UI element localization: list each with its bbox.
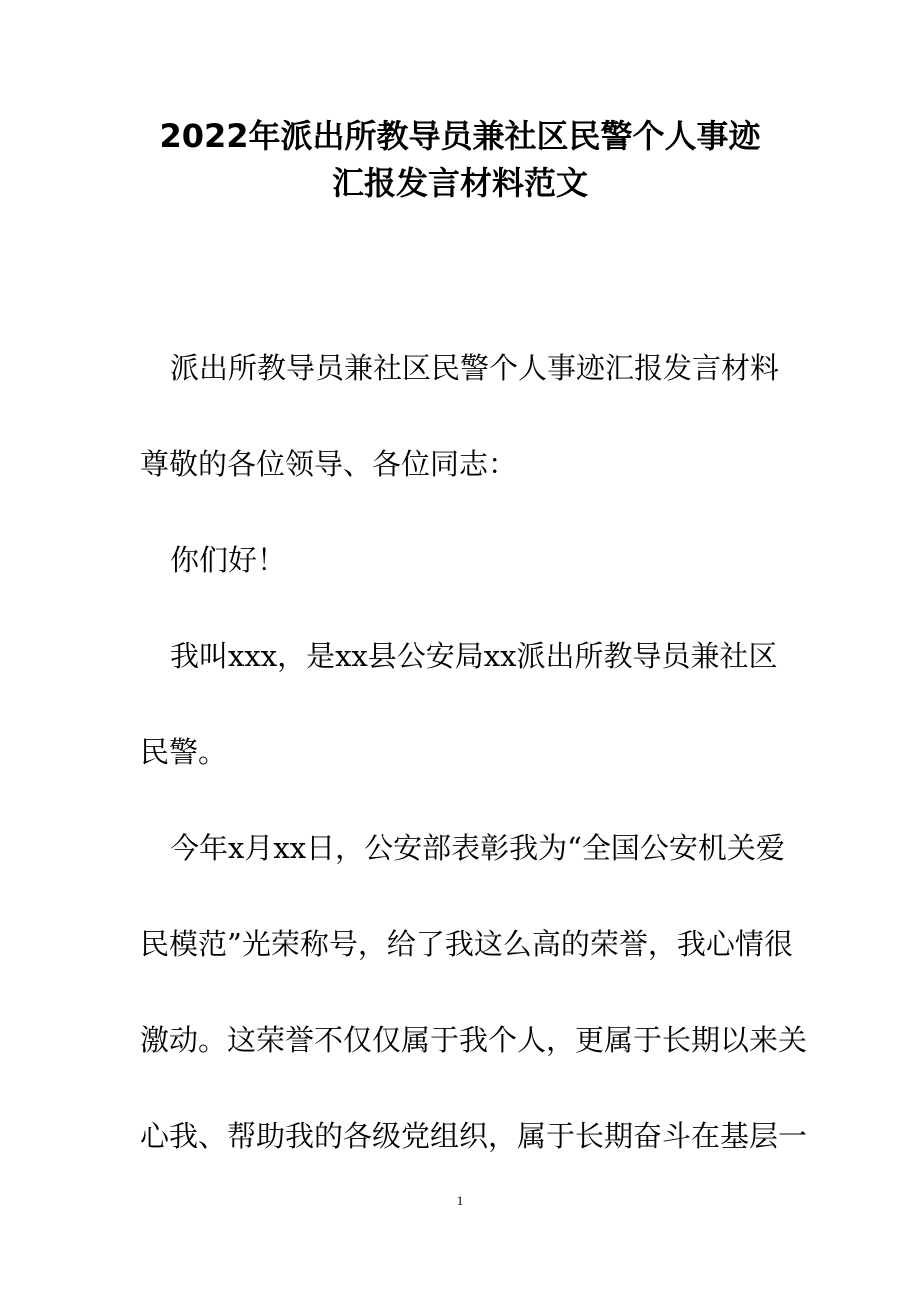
paragraph-line: 激动。这荣誉不仅仅属于我个人，更属于长期以来关 xyxy=(140,1023,808,1057)
paragraph-line: 民警。 xyxy=(140,735,228,769)
salutation: 尊敬的各位领导、各位同志： xyxy=(140,447,518,481)
paragraph-line: 我叫xxx，是xx县公安局xx派出所教导员兼社区 xyxy=(170,639,778,673)
paragraph-line: 民模范”光荣称号，给了我这么高的荣誉，我心情很 xyxy=(140,927,793,961)
document-title-line-1: 2022年派出所教导员兼社区民警个人事迹 xyxy=(159,117,761,155)
page-number: 1 xyxy=(456,1193,464,1208)
paragraph-line: 心我、帮助我的各级党组织，属于长期奋斗在基层一 xyxy=(140,1119,808,1153)
greeting: 你们好！ xyxy=(170,543,287,577)
paragraph-line: 今年x月xx日，公安部表彰我为“全国公安机关爱 xyxy=(170,831,785,865)
paragraph-heading: 派出所教导员兼社区民警个人事迹汇报发言材料 xyxy=(170,351,780,385)
document-title-line-2: 汇报发言材料范文 xyxy=(331,164,588,202)
